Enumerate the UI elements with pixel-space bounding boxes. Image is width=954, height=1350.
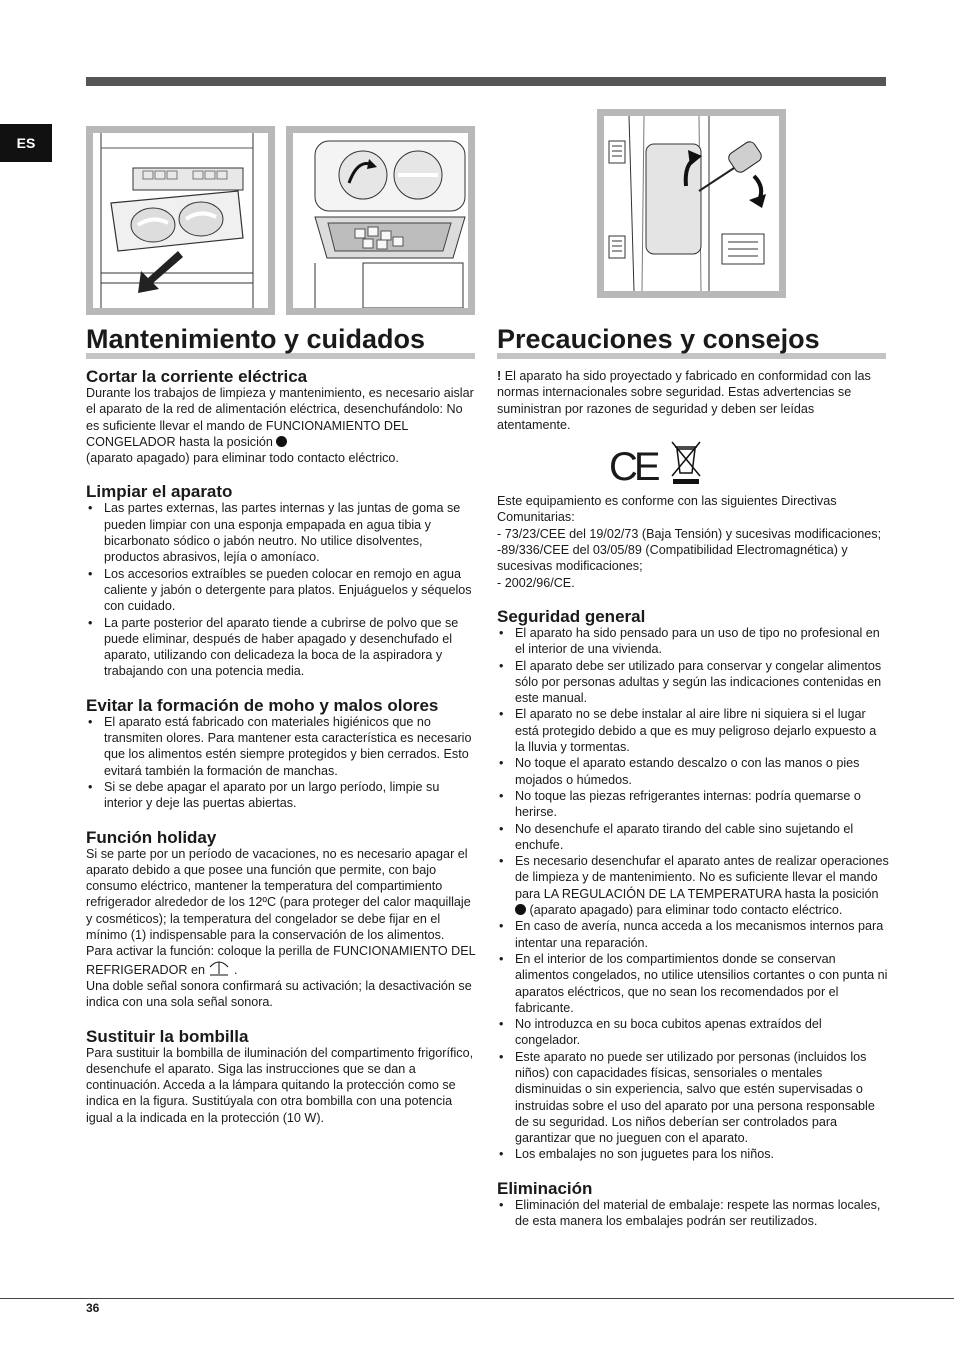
page-number: 36 [86,1301,100,1315]
section-title-bombilla: Sustituir la bombilla [86,1026,249,1046]
list-item: • En el interior de los compartimientos donde se conservan alimentos congelados, no utilice utensilios cortantes o con punta ni aparatos eléctricos, que no sean los recomendados por el fabricante. [497,951,889,1016]
section-title-eliminacion: Eliminación [497,1178,593,1198]
list-seguridad [497,625,889,1163]
list-moho [86,714,476,812]
list-item: • No toque las piezas refrigerantes internas: podría quemarse o herirse. [497,788,889,821]
directive-line: Este equipamiento es conforme con las siguientes Directivas Comunitarias: [497,494,837,525]
list-item: • El aparato debe ser utilizado para conservar y congelar alimentos sólo por personas adultas y según las indicaciones contenidas en este manual. [497,658,889,707]
text-dot-b: (aparato apagado) para eliminar todo contacto eléctrico. [529,903,843,918]
list-item: • No introduzca en su boca cubitos apenas extraídos del congelador. [497,1016,889,1049]
section-title-holiday: Función holiday [86,827,217,847]
list-limpiar [86,500,476,679]
language-tab: ES [0,124,52,162]
list-item: • Este aparato no puede ser utilizado por personas (incluidos los niños) con capacidades físicas, sensoriales o mentales disminuidas o sin experiencia, salvo que estén supervisadas o instruidas sobre el uso del aparato por una persona responsable de su seguridad. Los niños deberían ser controlados para garantizar que no jueguen con el aparato. [497,1049,889,1147]
footer-rule [0,1298,954,1299]
list-item: • El aparato no se debe instalar al aire libre ni siquiera si el lugar está protegido debido a que es muy peligroso dejarlo expuesto a la lluvia y tormentas. [497,706,889,755]
section-title-seguridad: Seguridad general [497,606,646,626]
intro-text [497,368,889,433]
directive-line: -89/336/CEE del 03/05/89 (Compatibilidad Electromagnética) y sucesivas modificaciones; [497,543,848,574]
warning-mark: ! [497,369,502,383]
list-item: • El aparato ha sido pensado para un uso de tipo no profesional en el interior de una vivienda. [497,625,889,658]
ice-cube-tray-illustration [286,126,475,315]
page-title-right: Precauciones y consejos [497,326,886,359]
list-item: • En caso de avería, nunca acceda a los mecanismos internos para intentar una reparación. [497,918,889,951]
list-item: • Las partes externas, las partes internas y las juntas de goma se pueden limpiar con una esponja empapada en agua tibia y bicarbonato sódico o jabón neutro. No utilice disolventes, productos abrasivos, lejía o amoníaco. [86,500,476,565]
header-rule [86,77,886,86]
text-holiday-a: Si se parte por un período de vacaciones, no es necesario apagar el aparato debido a que posee una función que permite, con bajo consumo eléctrico, mantener la temperatura del compartimiento refrigerador alrededor de los 12ºC (para proteger del calor maquillaje y cosméticos); la temperatura del congelador se debe fijar en el mínimo (1) indispensable para la conservación de los alimentos. [86,846,471,943]
list-item [497,853,889,918]
list-item: • La parte posterior del aparato tiende a cubrirse de polvo que se puede eliminar, después de haber apagado y desenchufado el aparato, utilizando con delicadeza la boca de la aspiradora y trabajando con una potencia media. [86,615,476,680]
text-holiday-c: Una doble señal sonora confirmará su activación; la desactivación se indica con una sola señal sonora. [86,978,472,1010]
text-cortar-a: Durante los trabajos de limpieza y mantenimiento, es necesario aislar el aparato de la red de alimentación eléctrica, desenchufándolo: No es suficiente llevar el mando de FUNCIONAMIENTO DEL CONGELADOR hasta la posición [86,386,474,449]
text-cortar-b: (aparato apagado) para eliminar todo contacto eléctrico. [86,451,399,466]
list-item: • No toque el aparato estando descalzo o con las manos o pies mojados o húmedos. [497,755,889,788]
section-title-moho: Evitar la formación de moho y malos olores [86,695,439,715]
text-holiday-b-label: Para activar la función: coloque la perilla de FUNCIONAMIENTO DEL REFRIGERADOR en [86,944,476,977]
off-position-icon [276,436,287,447]
list-item: • Eliminación del material de embalaje: respete las normas locales, de esta manera los embalajes podrán ser reutilizados. [497,1197,889,1230]
list-eliminacion [497,1197,889,1230]
directive-line: - 73/23/CEE del 19/02/73 (Baja Tensión) y sucesivas modificaciones; [497,526,882,541]
page-title-left: Mantenimiento y cuidados [86,326,475,359]
ce-mark-logo: CE [609,445,657,490]
left-column [86,368,476,1126]
list-item: • Los embalajes no son juguetes para los niños. [497,1146,889,1162]
weee-bin-icon [669,439,703,485]
ice-tray-drawer-illustration [86,126,275,315]
intro-body: El aparato ha sido proyectado y fabricado en conformidad con las normas internacionales sobre seguridad. Estas advertencias se suministran por razones de seguridad y deben ser leídas atentamente. [497,369,871,432]
text-holiday-b: Para activar la función: coloque la perilla de FUNCIONAMIENTO DEL REFRIGERADOR en . [86,944,476,977]
section-title-limpiar: Limpiar el aparato [86,482,233,502]
holiday-umbrella-icon [208,960,230,976]
lamp-cover-removal-illustration [597,109,786,298]
section-text-cortar [86,385,476,466]
certification-marks [497,433,889,493]
text-dot-a: Es necesario desenchufar el aparato antes de realizar operaciones de limpieza y de mantenimiento. No es suficiente llevar el mando para LA REGULACIÓN DE LA TEMPERATURA hasta la posición [515,854,889,901]
directive-line: - 2002/96/CE. [497,575,575,590]
list-item: • Los accesorios extraíbles se pueden colocar en remojo en agua caliente y jabón o detergente para platos. Enjuáguelos y séquelos con cuidado. [86,566,476,615]
text-bombilla: Para sustituir la bombilla de iluminación del compartimento frigorífico, desenchufe el aparato. Siga las instrucciones que se dan a continuación. Acceda a la lámpara quitando la protección como se indica en la figura. Sustitúyala con otra bombilla con una potencia igual a la indicada en la protección (10 W). [86,1045,474,1125]
off-position-icon [515,904,526,915]
list-item: • El aparato está fabricado con materiales higiénicos que no transmiten olores. Para mantener esta característica es necesario que los alimentos estén siempre protegidos y bien cerrados. Esto evitará también la formación de manchas. [86,714,476,779]
list-item: • No desenchufe el aparato tirando del cable sino sujetando el enchufe. [497,821,889,854]
section-title-cortar: Cortar la corriente eléctrica [86,367,308,386]
list-item: • Si se debe apagar el aparato por un largo período, limpie su interior y deje las puertas abiertas. [86,779,476,812]
right-column [497,368,889,1229]
